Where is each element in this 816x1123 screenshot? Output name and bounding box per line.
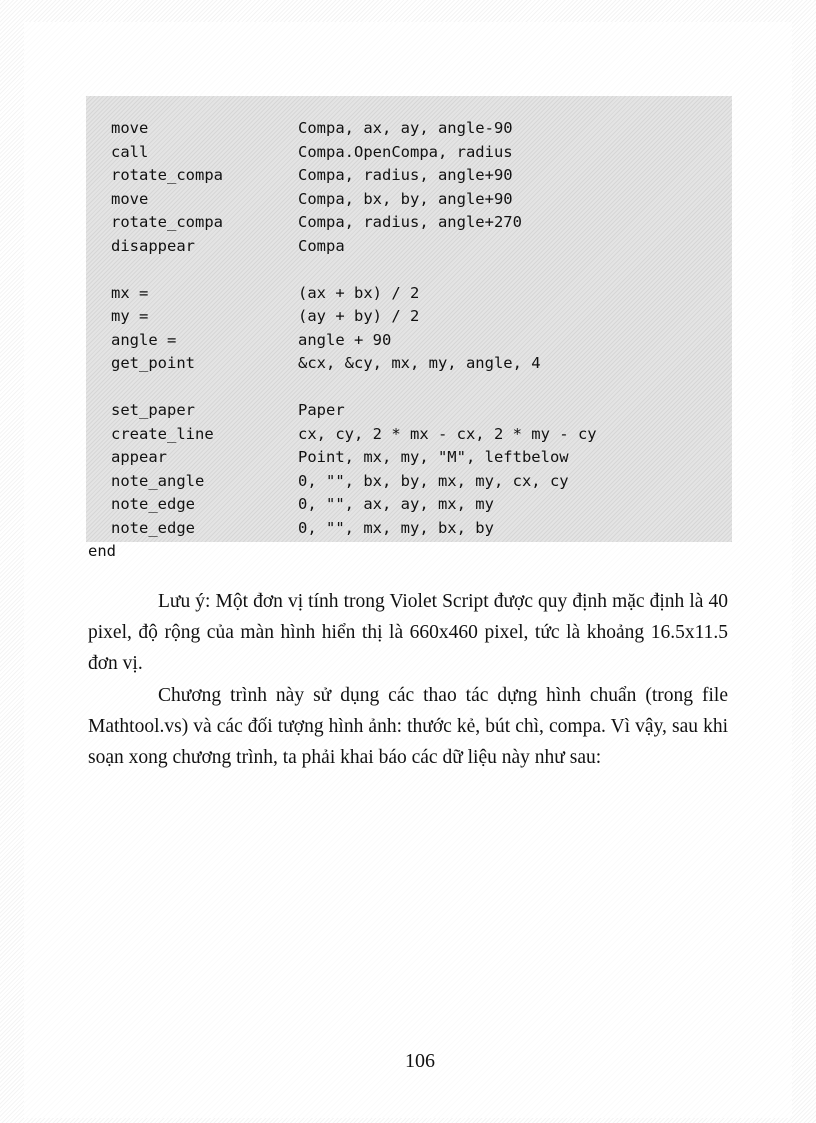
code-line (86, 282, 726, 325)
code-arguments: Compa, radius, angle+90 (298, 166, 513, 184)
code-command: mx = (111, 283, 149, 302)
code-arguments: (ax + bx) / 2 (298, 283, 420, 302)
code-command: call (111, 142, 149, 161)
code-arguments: Compa.OpenCompa, radius (298, 142, 513, 161)
code-command: note_edge (111, 518, 195, 537)
code-line (86, 447, 726, 490)
code-command: angle = (111, 330, 177, 349)
code-line (86, 165, 726, 208)
code-command: create_line (111, 424, 214, 443)
body-paragraph: Chương trình này sử dụng các thao tác dựng hình chuẩn (trong file Mathtool.vs) và các đối tượng hình ảnh: thước kẻ, bút chì, compa. Vì vậy, sau khi soạn xong chương trình, ta phải khai báo các dữ liệu này như sau: (88, 685, 728, 768)
code-command: my = (111, 307, 149, 325)
code-arguments: Compa (298, 236, 345, 255)
code-line (86, 329, 726, 372)
code-arguments: 0, "", mx, my, bx, by (298, 518, 494, 537)
code-arguments: Paper (298, 401, 345, 419)
code-arguments: 0, "", bx, by, mx, my, cx, cy (298, 471, 569, 490)
code-line (86, 376, 726, 419)
code-arguments: Compa, bx, by, angle+90 (298, 189, 513, 208)
code-line (86, 494, 726, 537)
code-command: note_edge (111, 495, 195, 513)
code-arguments: &cx, &cy, mx, my, angle, 4 (298, 354, 541, 372)
code-command: disappear (111, 236, 195, 255)
code-line (86, 423, 726, 466)
page-number: 106 (405, 1050, 435, 1072)
code-line (86, 400, 726, 443)
code-command: appear (111, 448, 167, 466)
code-command: rotate_compa (111, 166, 223, 184)
code-block (86, 96, 732, 560)
code-end-keyword: end (88, 542, 116, 560)
code-arguments: Point, mx, my, "M", leftbelow (298, 448, 569, 466)
code-command: note_angle (111, 471, 205, 490)
code-line (86, 470, 726, 513)
note-paragraph: Lưu ý: Một đơn vị tính trong Violet Script được quy định mặc định là 40 pixel, độ rộng của màn hình hiển thị là 660x460 pixel, tức là khoảng 16.5x11.5 đơn vị. (88, 591, 728, 674)
code-command: rotate_compa (111, 213, 223, 231)
code-arguments: cx, cy, 2 * mx - cx, 2 * my - cy (298, 424, 597, 443)
code-line (86, 188, 726, 231)
code-line (86, 118, 726, 161)
code-arguments: angle + 90 (298, 330, 392, 349)
code-line-end (86, 517, 726, 560)
code-arguments: Compa, radius, angle+270 (298, 213, 522, 231)
code-arguments: (ay + by) / 2 (298, 307, 420, 325)
code-command: move (111, 119, 149, 137)
code-line (86, 94, 726, 137)
code-line (86, 259, 726, 302)
code-line (86, 141, 726, 184)
code-command: get_point (111, 354, 195, 372)
code-command: set_paper (111, 401, 195, 419)
code-line (86, 212, 726, 255)
code-arguments: Compa, ax, ay, angle-90 (298, 119, 513, 137)
code-line (86, 306, 726, 349)
code-command: move (111, 189, 149, 208)
code-arguments: 0, "", ax, ay, mx, my (298, 495, 494, 513)
